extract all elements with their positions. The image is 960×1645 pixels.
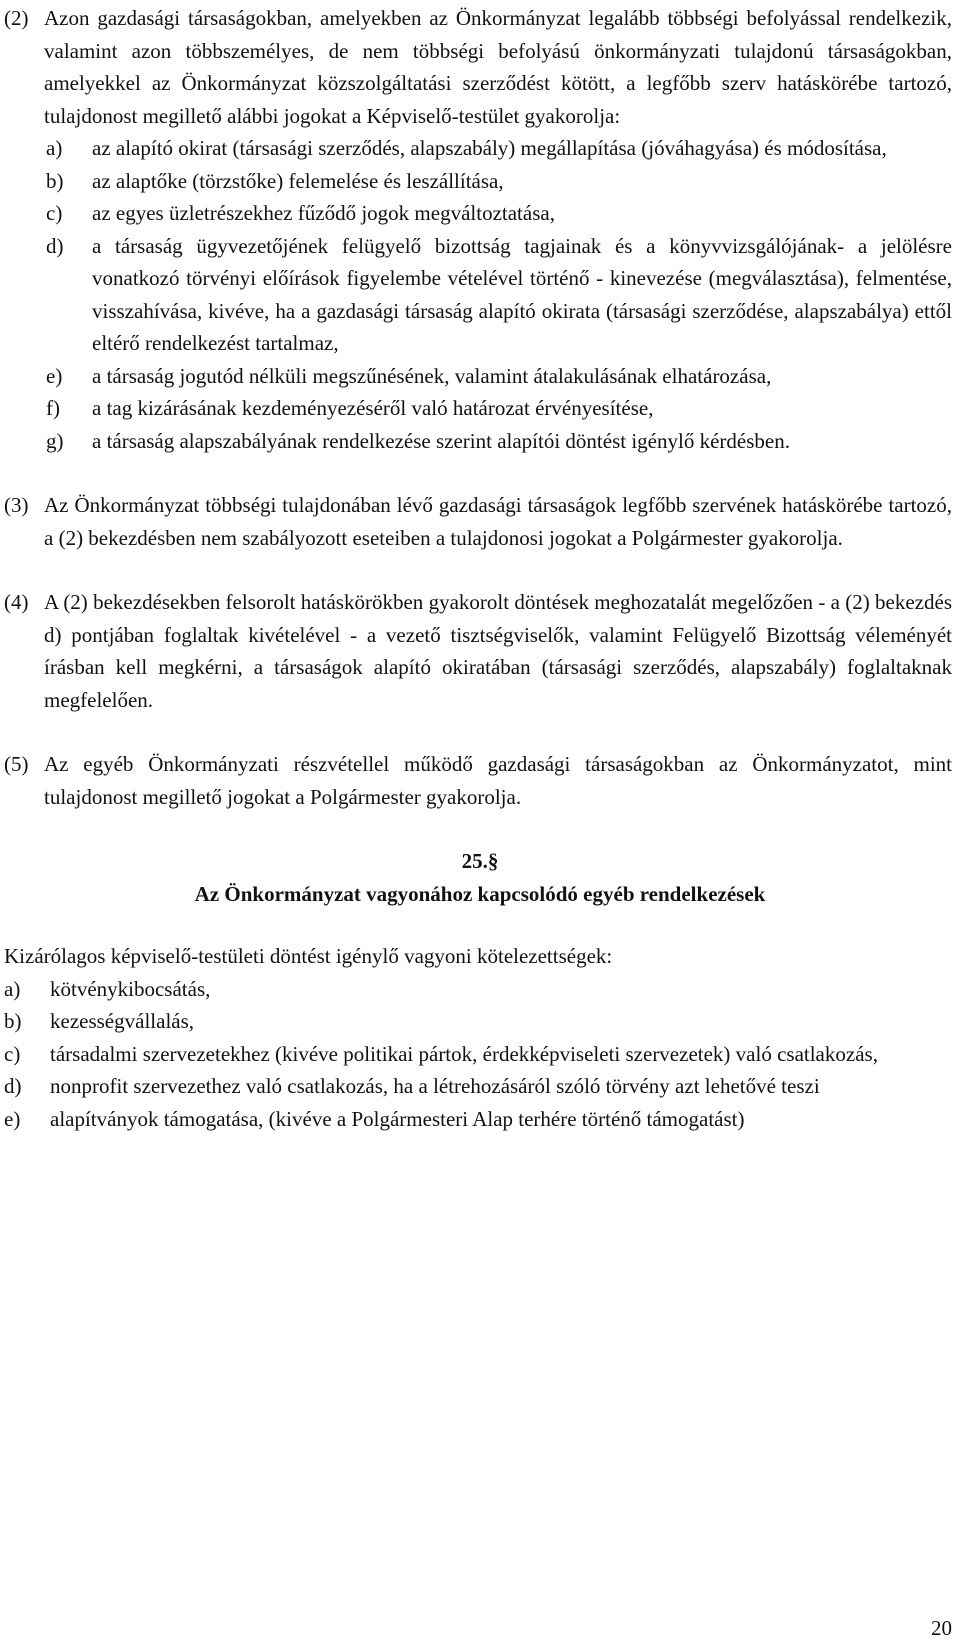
- obligations-list: [0, 973, 960, 1136]
- list-item: [46, 425, 952, 458]
- list-label: a): [46, 136, 63, 160]
- paragraph-text: Azon gazdasági társaságokban, amelyekben az Önkormányzat legalább többségi befolyással rendelkezik, valamint azon többszemélyes, de nem többségi befolyású önkormányzati tulajdonú társaságokban, amelyekkel az Önkormányzat közszolgáltatási szerződést kötött, a legfőbb szerv hatáskörébe tartozó, tulajdonost megillető alábbi jogokat a Képviselő-testület gyakorolja:: [44, 6, 952, 128]
- paragraph-3: [0, 489, 960, 554]
- paragraph-number: (3): [4, 493, 29, 517]
- paragraph-text: A (2) bekezdésekben felsorolt hatáskörökben gyakorolt döntések meghozatalát megelőzően - a (2) bekezdés d) pontjában foglaltak kivételével - a vezető tisztségviselők, valamint Felügyelő Bizottság véleményét írásban kell megkérni, a társaságok alapító okiratában (társasági szerződés, alapszabály) foglaltaknak megfelelően.: [44, 590, 952, 712]
- list-item: [46, 392, 952, 425]
- list-item: [46, 197, 952, 230]
- paragraph-2-list: [44, 132, 952, 457]
- list-text: nonprofit szervezethez való csatlakozás, ha a létrehozásáról szóló törvény azt lehetővé teszi: [50, 1074, 820, 1098]
- list-text: társadalmi szervezetekhez (kivéve politikai pártok, érdekképviseleti szervezetek) való csatlakozás,: [50, 1041, 878, 1066]
- section-title: Az Önkormányzat vagyonához kapcsolódó egyéb rendelkezések: [194, 881, 766, 906]
- list-label: d): [46, 233, 64, 258]
- list-text: kötvénykibocsátás,: [50, 976, 211, 1001]
- list-text: az alaptőke (törzstőke) felemelése és leszállítása,: [92, 168, 504, 193]
- list-text: a tag kizárásának kezdeményezéséről való határozat érvényesítése,: [92, 396, 654, 420]
- list-text: a társaság alapszabályának rendelkezése szerint alapítói döntést igénylő kérdésben.: [92, 428, 790, 453]
- list-label: e): [4, 1106, 21, 1131]
- list-item: [46, 132, 952, 165]
- paragraph-number: (5): [4, 752, 29, 776]
- list-text: az alapító okirat (társasági szerződés, alapszabály) megállapítása (jóváhagyása) és módosítása,: [92, 136, 887, 160]
- page-number: 20: [931, 1616, 952, 1640]
- list-label: b): [4, 1009, 22, 1033]
- list-item: [4, 1005, 952, 1038]
- list-item: [46, 165, 952, 198]
- list-item: [4, 1038, 952, 1071]
- list-item: [4, 1070, 952, 1103]
- list-text: a társaság ügyvezetőjének felügyelő bizottság tagjainak és a könyvvizsgálójának- a jelölésre vonatkozó törvényi előírások figyelembe vételével történő - kinevezése (megválasztása), felmentése, visszahívása, kivéve, ha a gazdasági társaság alapító okirata (társasági szerződése, alapszabálya) ettől eltérő rendelkezést tartalmaz,: [92, 233, 952, 355]
- list-label: f): [46, 396, 60, 420]
- list-label: g): [46, 428, 64, 453]
- paragraph-4: [0, 586, 960, 716]
- paragraph-number: (4): [4, 590, 29, 614]
- list-label: a): [4, 976, 21, 1001]
- list-label: c): [46, 201, 63, 225]
- paragraph-text: Az egyéb Önkormányzati részvétellel működő gazdasági társaságokban az Önkormányzatot, mint tulajdonost megillető jogokat a Polgármester gyakorolja.: [44, 752, 952, 809]
- list-item: [46, 230, 952, 360]
- list-text: a társaság jogutód nélküli megszűnésének, valamint átalakulásának elhatározása,: [92, 363, 772, 388]
- list-text: alapítványok támogatása, (kivéve a Polgármesteri Alap terhére történő támogatást): [50, 1106, 745, 1131]
- list-text: kezességvállalás,: [50, 1009, 195, 1033]
- document-page: [0, 2, 960, 1135]
- paragraph-number: (2): [4, 6, 29, 30]
- paragraph-5: [0, 748, 960, 813]
- list-label: d): [4, 1074, 22, 1098]
- list-item: [4, 1103, 952, 1136]
- list-item: [4, 973, 952, 1006]
- list-label: e): [46, 363, 63, 388]
- section-number: 25.§: [461, 849, 499, 873]
- paragraph-2: [0, 2, 960, 457]
- list-label: c): [4, 1041, 21, 1066]
- obligations-intro: Kizárólagos képviselő-testületi döntést igénylő vagyoni kötelezettségek:: [4, 944, 613, 968]
- list-item: [46, 360, 952, 393]
- paragraph-text: Az Önkormányzat többségi tulajdonában lévő gazdasági társaságok legfőbb szervének hatáskörébe tartozó, a (2) bekezdésben nem szabályozott eseteiben a tulajdonosi jogokat a Polgármester gyakorolja.: [44, 493, 952, 550]
- list-label: b): [46, 168, 64, 193]
- list-text: az egyes üzletrészekhez fűződő jogok megváltoztatása,: [92, 201, 555, 225]
